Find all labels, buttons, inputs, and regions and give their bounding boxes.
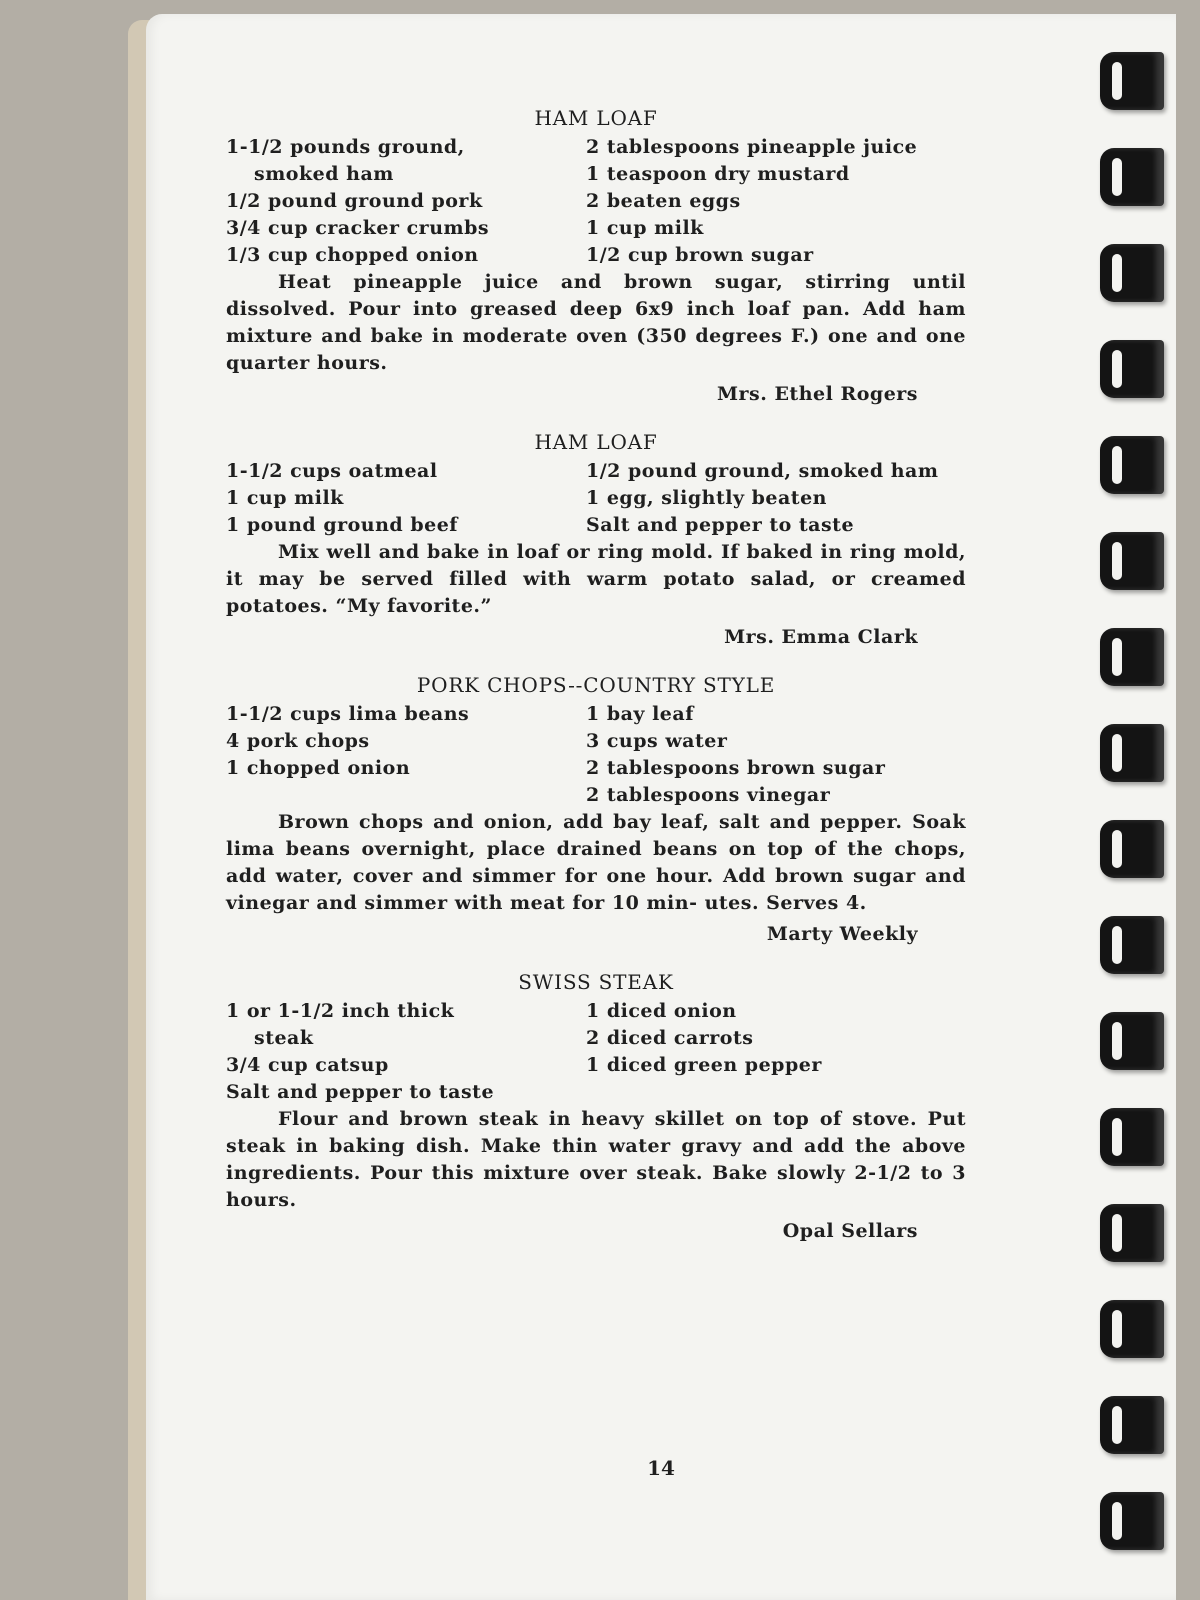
ingredient: Salt and pepper to taste bbox=[226, 1081, 495, 1103]
ingredient: Salt and pepper to taste bbox=[586, 514, 855, 536]
ingredient: 1/3 cup chopped onion bbox=[226, 244, 479, 266]
ingredient-list bbox=[226, 998, 966, 1106]
binding-ring bbox=[1100, 1012, 1164, 1070]
binding-ring bbox=[1100, 1108, 1164, 1166]
binding-ring bbox=[1100, 1204, 1164, 1262]
ingredient: 1 pound ground beef bbox=[226, 514, 458, 536]
ingredient: smoked ham bbox=[254, 163, 394, 185]
recipe-title: HAM LOAF bbox=[534, 430, 658, 454]
ingredients-left-column bbox=[226, 134, 586, 269]
recipe-author: Opal Sellars bbox=[782, 1220, 918, 1242]
ingredients-left-column bbox=[226, 701, 586, 809]
ingredient: 4 pork chops bbox=[226, 730, 370, 752]
recipe-author: Mrs. Emma Clark bbox=[724, 626, 918, 648]
ingredient: 1-1/2 pounds ground, bbox=[226, 136, 465, 158]
ingredient-list bbox=[226, 701, 966, 809]
ingredient: 1 cup milk bbox=[226, 487, 344, 509]
ingredient: 1 diced green pepper bbox=[586, 1054, 822, 1076]
ingredient: 1 diced onion bbox=[586, 1000, 737, 1022]
ingredient-list bbox=[226, 458, 966, 539]
ingredient-list bbox=[226, 134, 966, 269]
binding-ring bbox=[1100, 148, 1164, 206]
ingredient: 1 egg, slightly beaten bbox=[586, 487, 827, 509]
binding-ring bbox=[1100, 244, 1164, 302]
binding-ring bbox=[1100, 436, 1164, 494]
recipe-title: HAM LOAF bbox=[534, 106, 658, 130]
binding-ring bbox=[1100, 340, 1164, 398]
ingredient: 2 tablespoons pineapple juice bbox=[586, 136, 918, 158]
recipe-ham-loaf-2 bbox=[226, 428, 966, 651]
cookbook-page bbox=[146, 14, 1176, 1600]
ingredient: 1 chopped onion bbox=[226, 757, 411, 779]
binding-ring bbox=[1100, 1396, 1164, 1454]
recipe-title: SWISS STEAK bbox=[518, 970, 674, 994]
recipe-instructions: Flour and brown steak in heavy skillet on top of stove. Put steak in baking dish. Make thin water gravy and add the above ingredients. Pour this mixture over steak. Bake slowly 2-1/2 to 3 hours. bbox=[226, 1108, 966, 1211]
ingredient: 2 diced carrots bbox=[586, 1027, 754, 1049]
ingredient: 2 tablespoons vinegar bbox=[586, 784, 831, 806]
binding-ring bbox=[1100, 820, 1164, 878]
binding-ring bbox=[1100, 724, 1164, 782]
ingredients-right-column bbox=[586, 998, 966, 1106]
ingredient: 1-1/2 cups lima beans bbox=[226, 703, 470, 725]
binding-ring bbox=[1100, 916, 1164, 974]
ingredient: 3/4 cup catsup bbox=[226, 1054, 389, 1076]
ingredient: 1 teaspoon dry mustard bbox=[586, 163, 850, 185]
ingredients-right-column bbox=[586, 134, 966, 269]
ingredients-left-column bbox=[226, 998, 586, 1106]
ingredient: 1 or 1-1/2 inch thick bbox=[226, 1000, 455, 1022]
ingredient: 1-1/2 cups oatmeal bbox=[226, 460, 438, 482]
recipe-author: Marty Weekly bbox=[766, 923, 918, 945]
page-content bbox=[226, 104, 966, 1265]
recipe-pork-chops bbox=[226, 671, 966, 948]
recipe-instructions: Heat pineapple juice and brown sugar, stirring until dissolved. Pour into greased deep 6x9 inch loaf pan. Add ham mixture and bake in moderate oven (350 degrees F.) one and one quarter hours. bbox=[226, 271, 966, 374]
ingredient: 3/4 cup cracker crumbs bbox=[226, 217, 490, 239]
ingredient: 2 beaten eggs bbox=[586, 190, 741, 212]
ingredient: 1 bay leaf bbox=[586, 703, 694, 725]
recipe-instructions: Mix well and bake in loaf or ring mold. If baked in ring mold, it may be served filled with warm potato salad, or creamed potatoes. “My favorite.” bbox=[226, 541, 966, 617]
recipe-ham-loaf-1 bbox=[226, 104, 966, 408]
recipe-swiss-steak bbox=[226, 968, 966, 1245]
ingredient: 1/2 pound ground pork bbox=[226, 190, 483, 212]
binding-ring bbox=[1100, 532, 1164, 590]
recipe-instructions: Brown chops and onion, add bay leaf, salt and pepper. Soak lima beans overnight, place drained beans on top of the chops, add water, cover and simmer for one hour. Add brown sugar and vinegar and simmer with meat for 10 min- utes. Serves 4. bbox=[226, 811, 966, 914]
page-number: 14 bbox=[647, 1456, 675, 1480]
ingredients-left-column bbox=[226, 458, 586, 539]
ingredient: 1/2 cup brown sugar bbox=[586, 244, 814, 266]
binding-ring bbox=[1100, 52, 1164, 110]
binding-ring bbox=[1100, 1300, 1164, 1358]
ingredient: 2 tablespoons brown sugar bbox=[586, 757, 886, 779]
ingredient: steak bbox=[254, 1027, 314, 1049]
ingredient: 1/2 pound ground, smoked ham bbox=[586, 460, 939, 482]
recipe-author: Mrs. Ethel Rogers bbox=[716, 383, 918, 405]
binding-ring bbox=[1100, 1492, 1164, 1550]
ingredient: 1 cup milk bbox=[586, 217, 704, 239]
recipe-title: PORK CHOPS--COUNTRY STYLE bbox=[416, 673, 776, 697]
binding-ring bbox=[1100, 628, 1164, 686]
ingredients-right-column bbox=[586, 458, 966, 539]
ingredients-right-column bbox=[586, 701, 966, 809]
ingredient: 3 cups water bbox=[586, 730, 728, 752]
